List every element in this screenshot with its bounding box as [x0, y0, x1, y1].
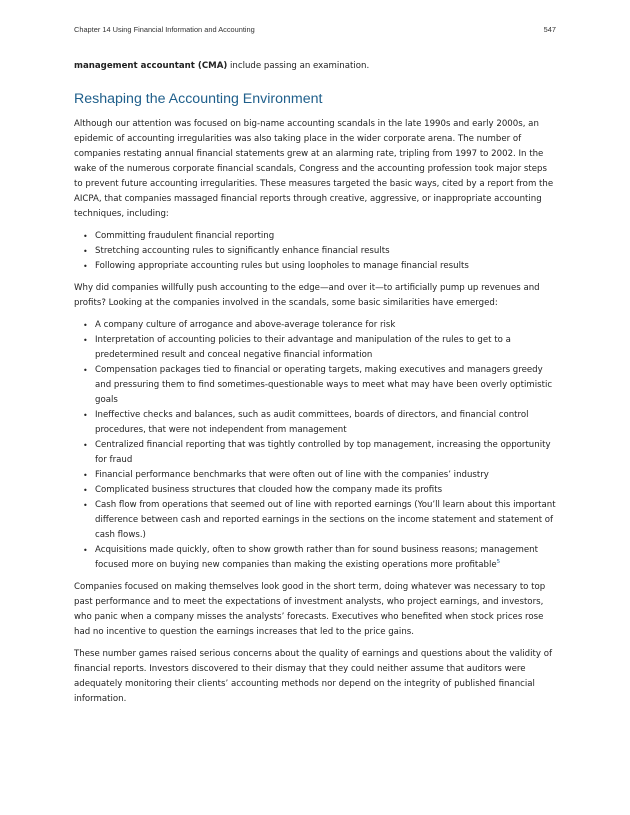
footnote-reference-link[interactable]: 5: [496, 559, 501, 566]
page-content: [74, 59, 557, 714]
list-item: [74, 543, 557, 573]
bullet-icon: •: [83, 232, 88, 241]
question-paragraph: Why did companies willfully push accounting to the edge—and over it—to artificially pump up revenues and profits? Looking at the companies involved in the scandals, some basic similarities have emerged:: [74, 283, 540, 308]
short-term-paragraph: Companies focused on making themselves look good in the short term, doing whatever was necessary to top past performance and to meet the expectations of investment analysts, who project earnings, and investors, who panic when a company misses the analysts’ forecasts. Executives who benefited when stock prices rose had no incentive to question the earnings increases that led to the price gains.: [74, 582, 546, 637]
list-item-text: A company culture of arrogance and above-average tolerance for risk: [95, 320, 396, 330]
list-item: [74, 363, 557, 408]
bullet-icon: •: [83, 366, 88, 375]
list-item: [74, 259, 557, 274]
list-item: [74, 229, 557, 244]
techniques-list: [74, 229, 557, 274]
lead-line: [74, 59, 557, 74]
page-number: 547: [543, 25, 556, 34]
list-item-text: Cash flow from operations that seemed out of line with reported earnings (You’ll learn about this important difference between cash and reported earnings in the sections on the income statement and statement of cash flows.): [95, 500, 556, 540]
list-item-text: Ineffective checks and balances, such as audit committees, boards of directors, and financial control procedures, that were not independent from management: [95, 410, 529, 435]
list-item-text: Compensation packages tied to financial or operating targets, making executives and managers greedy and pressuring them to find sometimes-questionable ways to meet what may have been overly optimistic goals: [95, 365, 553, 405]
chapter-title: Chapter 14 Using Financial Information and Accounting: [74, 25, 255, 34]
list-item: [74, 318, 557, 333]
list-item: [74, 408, 557, 438]
running-header: [74, 25, 556, 37]
lead-text: include passing an examination.: [227, 61, 370, 71]
bullet-icon: •: [83, 486, 88, 495]
list-item-text: Centralized financial reporting that was tightly controlled by top management, increasing the opportunity for fraud: [95, 440, 551, 465]
concerns-paragraph: These number games raised serious concerns about the quality of earnings and questions about the validity of financial reports. Investors discovered to their dismay that they could neither assume that auditors were adequately monitoring their clients’ accounting methods nor depend on the integrity of published financial information.: [74, 649, 552, 704]
list-item: [74, 483, 557, 498]
list-item-text: Acquisitions made quickly, often to show growth rather than for sound business reasons; management focused more on buying new companies than making the existing operations more profitable: [95, 545, 538, 570]
list-item: [74, 244, 557, 259]
list-item: [74, 438, 557, 468]
list-item: [74, 498, 557, 543]
bullet-icon: •: [83, 501, 88, 510]
list-item: [74, 468, 557, 483]
list-item-text: Financial performance benchmarks that were often out of line with the companies’ industry: [95, 470, 489, 480]
section-heading: Reshaping the Accounting Environment: [74, 91, 323, 107]
intro-paragraph: Although our attention was focused on big-name accounting scandals in the late 1990s and early 2000s, an epidemic of accounting irregularities was also taking place in the wider corporate arena. The number of companies restating annual financial statements grew at an alarming rate, tripling from 1997 to 2002. In the wake of the numerous corporate financial scandals, Congress and the accounting profession took major steps to prevent future accounting irregularities. These measures targeted the basic ways, cited by a report from the AICPA, that companies massaged financial reports through creative, aggressive, or inappropriate accounting techniques, including:: [74, 119, 554, 219]
lead-bold-term: management accountant (CMA): [74, 61, 228, 71]
bullet-icon: •: [83, 441, 88, 450]
list-item-text: Complicated business structures that clouded how the company made its profits: [95, 485, 443, 495]
bullet-icon: •: [83, 546, 88, 555]
bullet-icon: •: [83, 336, 88, 345]
bullet-icon: •: [83, 247, 88, 256]
bullet-icon: •: [83, 262, 88, 271]
list-item: [74, 333, 557, 363]
list-item-text: Following appropriate accounting rules but using loopholes to manage financial results: [95, 261, 469, 271]
list-item-text: Committing fraudulent financial reporting: [95, 231, 275, 241]
bullet-icon: •: [83, 411, 88, 420]
list-item-text: Interpretation of accounting policies to their advantage and manipulation of the rules to get to a predetermined result and conceal negative financial information: [95, 335, 511, 360]
list-item-text: Stretching accounting rules to significantly enhance financial results: [95, 246, 390, 256]
bullet-icon: •: [83, 471, 88, 480]
similarities-list: [74, 318, 557, 573]
bullet-icon: •: [83, 321, 88, 330]
